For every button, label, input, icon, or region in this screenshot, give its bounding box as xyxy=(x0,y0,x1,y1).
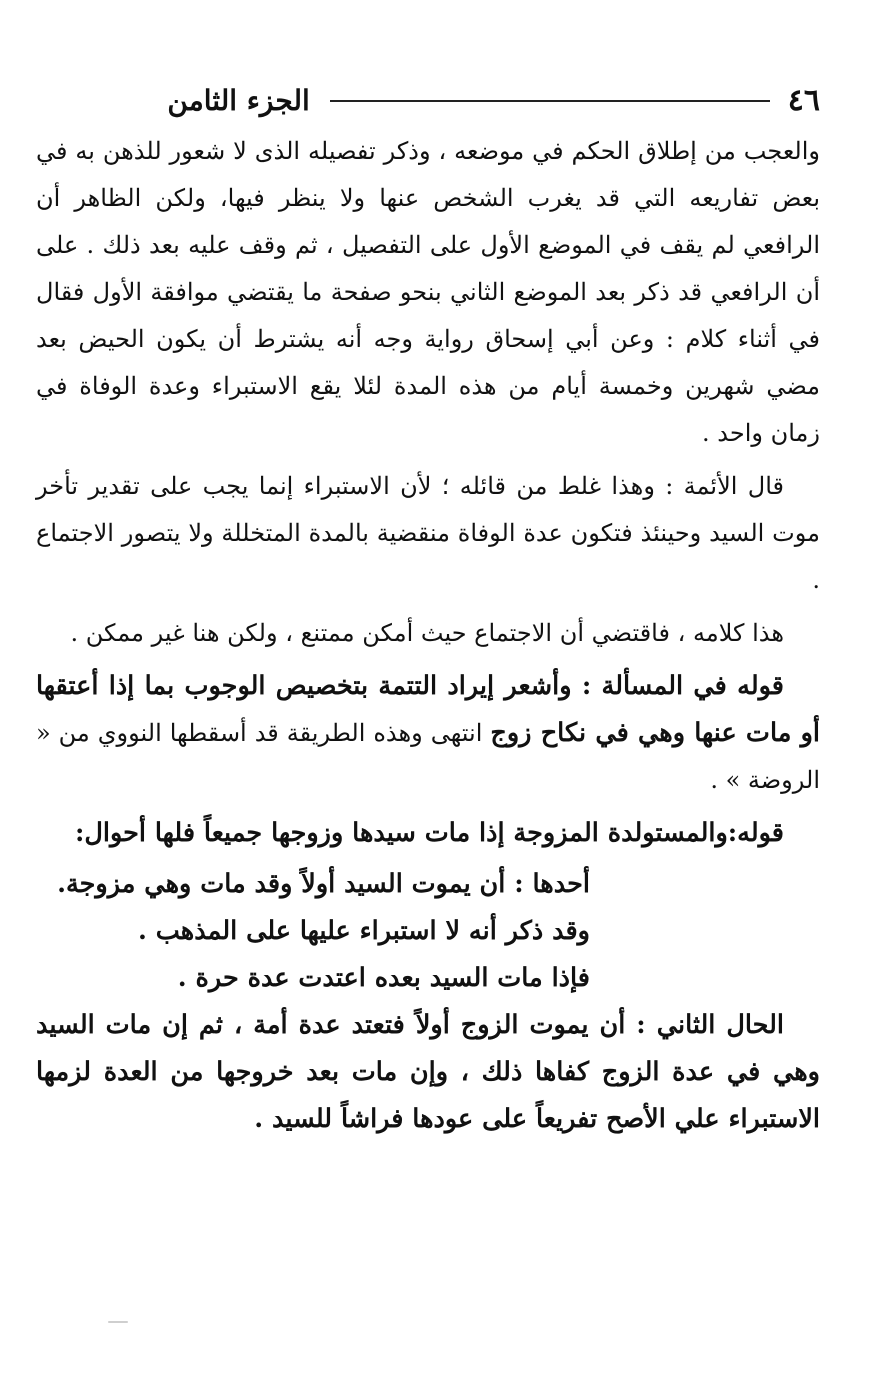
paragraph-5: قوله:والمستولدة المزوجة إذا مات سيدها وزوجها جميعاً فلها أحوال: xyxy=(74,818,784,848)
paragraph-6: الحال الثاني : أن يموت الزوج أولاً فتعتد عدة أمة ، ثم إن مات السيد وهي في عدة الزوج كفاها ذلك ، وإن مات بعد خروجها من العدة لزمها الاستبراء علي الأصح تفريعاً على عودها فراشاً للسيد . xyxy=(36,1010,820,1134)
paragraph-4 xyxy=(36,663,820,804)
scan-mark xyxy=(108,1321,128,1323)
page-header xyxy=(36,78,820,124)
header-rule xyxy=(330,100,770,102)
paragraph-1: والعجب من إطلاق الحكم في موضعه ، وذكر تفصيله الذى لا شعور للذهن به في بعض تفاريعه التي قد يغرب الشخص عنها ولا ينظر فيها، ولكن الظاهر أن الرافعي لم يقف في الموضع الأول على التفصيل ، ثم وقف عليه بعد ذلك . على أن الرافعي قد ذكر بعد الموضع الثاني بنحو صفحة ما يقتضي موافقة الأول فقال في أثناء كلام : وعن أبي إسحاق رواية وجه أنه يشترط أن يكون الحيض بعد مضي شهرين وخمسة أيام من هذه المدة لئلا يقع الاستبراء وعدة الوفاة في زمان واحد . xyxy=(36,137,820,447)
case-1-line: أحدها : أن يموت السيد أولاً وقد مات وهي مزوجة. xyxy=(57,869,590,899)
case-1-note: وقد ذكر أنه لا استبراء عليها على المذهب . xyxy=(138,916,590,946)
running-title: الجزء الثامن xyxy=(167,84,310,117)
paragraph-3: هذا كلامه ، فاقتضي أن الاجتماع حيث أمكن ممتنع ، ولكن هنا غير ممكن . xyxy=(70,619,784,647)
book-page xyxy=(36,78,820,1143)
case-1-result: فإذا مات السيد بعده اعتدت عدة حرة . xyxy=(177,963,590,993)
paragraph-4-plain-text: انتهى وهذه الطريقة قد أسقطها النووي من « الروضة » . xyxy=(36,719,820,794)
page-number: ٤٦ xyxy=(787,83,820,118)
paragraph-2: قال الأئمة : وهذا غلط من قائله ؛ لأن الاستبراء إنما يجب على تقدير تأخر موت السيد وحينئذ فتكون عدة الوفاة منقضية بالمدة المتخللة ولا يتصور الاجتماع . xyxy=(36,472,820,594)
paragraph-4-bold-text: قوله في المسألة : وأشعر إيراد التتمة بتخصيص الوجوب بما إذا أعتقها أو مات عنها وهي في نكاح زوج xyxy=(36,671,820,748)
cases-list xyxy=(36,861,820,1002)
